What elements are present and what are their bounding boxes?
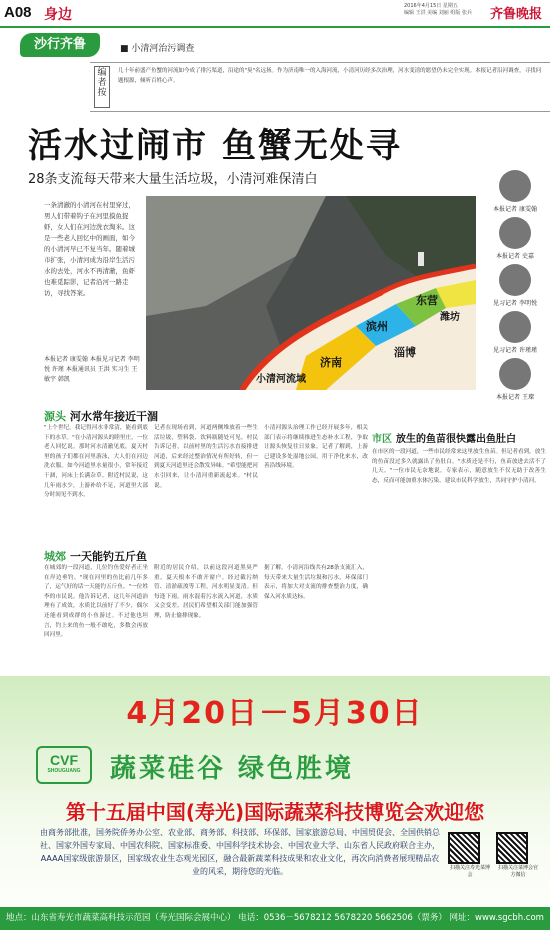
reporter-card [480, 358, 550, 401]
article-col-6: 据了解，小清河沿线共有28条支流汇入，每天带来大量生活垃圾和污水。环保部门表示，将加大对支流的排查整治力度，确保入河水质达标。 [264, 565, 368, 600]
section-name: 身边 [44, 7, 72, 23]
article-col-5: 附近的居民介绍，以前这段河道黑臭严重，夏天根本不敢开窗户。经过截污纳管、清淤疏浚等工程，河水明显变清。但每逢下雨，雨水混着污水流入河道，水质又会变差。居民们希望相关部门能加强管理，防止偷排现象。 [154, 565, 258, 619]
map-city-weifang: 潍坊 [440, 312, 460, 323]
reporter-card [480, 217, 550, 260]
headline: 活水过闹市 鱼蟹无处寻 [28, 126, 402, 166]
ad-website: 网址：www.sgcbh.com [449, 913, 544, 923]
cvf-logo [36, 746, 92, 784]
ad-phone: 电话：0536－5678212 5678220 5662506（票务） [238, 913, 447, 923]
lede-text: 一条清澈的小清河在村里穿过，男人们带着钩子在河里摸鱼捉虾，女人们在河边洗衣淘米。这是一些老人回忆中的画面，如今的小清河早已不复当年。随着城市扩张，小清河成为沿岸生活污水的去处，河水不再清澈，鱼虾也难觅踪影，记者沿河一路走访，寻找答案。 [44, 201, 135, 297]
map-city-binzhou: 滨州 [366, 320, 388, 333]
reporter-card [480, 311, 550, 354]
ad-expo-title: 第十五届中国(寿光)国际蔬菜科技博览会欢迎您 [65, 800, 485, 824]
article-col-4: 在城郊的一段河道，几位钓鱼爱好者正坐在岸边垂钓。"现在河里的鱼比前几年多了，运气好的话一天能钓五斤鱼。"一位姓李的市民说。他告诉记者，这几年河道治理有了成效，水质比以前好了不少，偶尔还能看到成群的小鱼游过。不过他也坦言，钓上来的鱼一般不敢吃，多数会再放回河里。 [44, 565, 148, 639]
reporter-card [480, 170, 550, 213]
qr-code-icon [448, 832, 480, 864]
ad-date: 4月20日－5月30日 [126, 696, 424, 731]
reporter-photo [499, 170, 531, 202]
reporter-caption: 见习记者 许瑾瑾 [493, 347, 537, 354]
series-title-text: 小清河治污调查 [131, 44, 195, 54]
qr-caption: 扫描关注菜博会官方微信 [497, 865, 538, 878]
article-col-2: 记者在现场看到，河道两侧堆放着一些生活垃圾，塑料袋、饮料瓶随处可见。村民告诉记者，以前村里的生活污水直接排进河道，后来经过整治情况有所好转，但一到夏天河道里还会散发异味。"希望能把河水引回来，让小清河重新流起来。"村民说。 [154, 425, 258, 489]
ad-slogan: 蔬菜硅谷 绿色胜境 [110, 754, 355, 784]
cvf-logo-text: CVF [50, 752, 78, 768]
article-col-7: 在市区的一段河道，一些市民经常来这里放生鱼苗。但记者看到，放生的鱼苗没过多久就露出了鱼肚白。"水质还是不行，鱼苗放进去活不了几天。"一位市民无奈地说。专家表示，随意放生不仅无助于改善生态，反而可能加重水体污染，建议市民科学放生，共同守护小清河。 [372, 449, 546, 484]
byline: 本报记者 康雯翰 本报见习记者 李明悦 许瑾 本报通讯员 王洪 实习生 王敏宇 韩凯 [44, 356, 140, 383]
section-head-source [44, 408, 158, 424]
article-col-3: 小清河源头治理工作已经开展多年，相关部门表示将继续推进生态补水工程，争取让源头恢复往日景象。记者了解到，上游已建设多处湿地公园，用于净化来水，改善沿线环境。 [264, 425, 368, 470]
section-tag: 市区 [372, 434, 392, 445]
ad-sponsors: 由商务部批准，国务院侨务办公室、农业部、商务部、科技部、环保部、国家旅游总局、中国贸促会、全国供销总社、国家外国专家局、中国农科院、国家标准委、中国科学技术协会、中国农业大学、山东省人民政府联合主办，AAAA国家级旅游景区，国家级农业生态观光园区，融合最新蔬菜科技成果和农业文化，再次向消费者展现精品农业的风采，期待您的光临。 [40, 828, 440, 876]
reporter-photo [499, 358, 531, 390]
section-title: 河水常年接近干涸 [70, 410, 158, 423]
paper-name: 齐鲁晚报 [490, 7, 543, 22]
reporter-photo [499, 311, 531, 343]
section-tag: 城郊 [44, 550, 66, 563]
section-tag: 源头 [44, 410, 66, 423]
subheadline: 28条支流每天带来大量生活垃圾，小清河难保清白 [28, 172, 318, 187]
qr-block-2 [496, 832, 540, 878]
reporter-card [480, 264, 550, 307]
editor-note-text: 几十年前盛产鱼蟹的河流如今成了排污渠道，沿途的"臭"名远扬。作为济南唯一的入海河流，小清河历经多次治理，河水变清的愿望仍未完全实现。本报记者沿河调查，寻找问题根源，倾听百姓心声。 [118, 68, 542, 84]
map-city-zibo: 淄博 [394, 346, 416, 359]
date-line [404, 3, 494, 17]
reporter-caption: 本报记者 王璨 [496, 394, 534, 401]
series-bullet: ■ [120, 44, 132, 54]
series-logo: 沙行齐鲁 [20, 33, 100, 57]
series-title [120, 41, 194, 54]
section-head-city [372, 430, 516, 445]
ad-footer [0, 907, 550, 930]
cvf-logo-sub: SHOUGUANG [47, 768, 81, 774]
map-city-jinan: 济南 [320, 356, 342, 369]
reporter-caption: 本报记者 康雯翰 [493, 206, 537, 213]
section-head-suburb [44, 548, 147, 564]
page-number: A08 [4, 4, 32, 21]
reporter-caption: 本报记者 史嘉 [496, 253, 534, 260]
reporter-photo [499, 217, 531, 249]
qr-block-1 [448, 832, 492, 878]
section-title: 一天能钓五斤鱼 [70, 550, 147, 563]
reporter-caption: 见习记者 李明悦 [493, 300, 537, 307]
editor-note-label: 编者按 [94, 66, 110, 108]
ad-address: 地点：山东省寿光市蔬菜高科技示范园（寿光国际会展中心） [6, 913, 236, 923]
editor-credits: 编辑 王洪 美编 刘丽 组版 张兵 [404, 10, 472, 16]
qr-code-icon [496, 832, 528, 864]
map-city-dongying: 东营 [416, 294, 438, 307]
article-col-1: "上个世纪，我记得河水非常清，能看到底下的水草。"在小清河源头的睦里庄，一位老人回忆说。那时河水清澈见底，夏天村里的孩子们都在河里游泳，大人们在河边洗衣服。如今河道里水量很小，常年接近干涸，河床上长满杂草。附近村民说，这几年雨水少，上游补给不足，河道里大部分时间见不到水。 [44, 425, 148, 499]
date-text: 2016年4月15日 星期五 [404, 3, 458, 9]
qr-caption: 扫描关注寿光菜博会 [449, 865, 490, 878]
reporter-column [480, 166, 550, 426]
section-title: 放生的鱼苗很快露出鱼肚白 [396, 434, 516, 445]
photo-map-graphic [146, 196, 476, 390]
river-photo [146, 196, 476, 390]
map-region-label: 小清河流域 [256, 374, 306, 385]
reporter-photo [499, 264, 531, 296]
